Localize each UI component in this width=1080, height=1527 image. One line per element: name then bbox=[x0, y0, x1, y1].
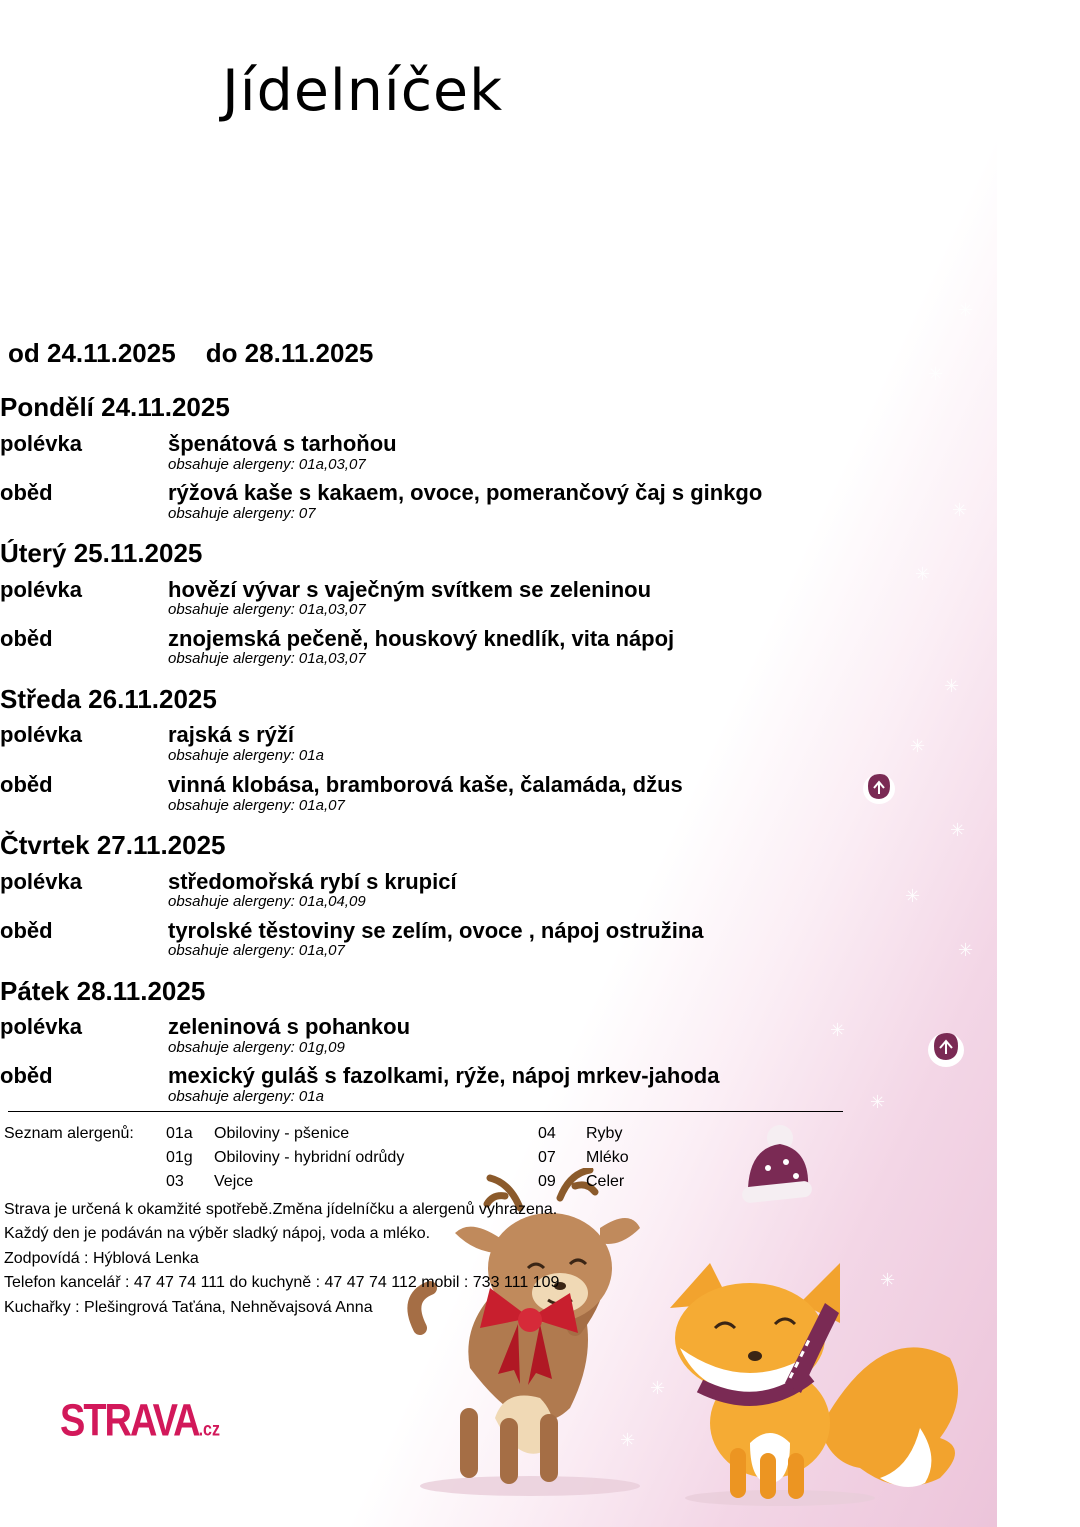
main-dish: znojemská pečeně, houskový knedlík, vita nápoj bbox=[168, 626, 675, 651]
logo-main: STRAVA bbox=[60, 1395, 199, 1447]
strava-logo bbox=[60, 1396, 220, 1448]
allergen-name: Celer bbox=[586, 1173, 625, 1190]
main-allergens: obsahuje alergeny: 01a bbox=[168, 1088, 324, 1105]
main-label: oběd bbox=[0, 480, 53, 505]
winter-hat-icon bbox=[738, 1122, 818, 1208]
soup-allergens: obsahuje alergeny: 01a,03,07 bbox=[168, 456, 366, 473]
snowflake-icon: ✳ bbox=[910, 736, 926, 756]
cooks: Kuchařky : Plešingrová Taťána, Nehněvajsová Anna bbox=[4, 1299, 373, 1316]
main-label: oběd bbox=[0, 772, 53, 797]
soup-label: polévka bbox=[0, 431, 82, 456]
day-heading: Úterý 25.11.2025 bbox=[0, 538, 203, 568]
allergen-code: 01g bbox=[166, 1149, 193, 1166]
divider bbox=[8, 1111, 843, 1112]
snowflake-icon: ✳ bbox=[958, 940, 974, 960]
main-allergens: obsahuje alergeny: 07 bbox=[168, 505, 316, 522]
soup-allergens: obsahuje alergeny: 01a,04,09 bbox=[168, 893, 366, 910]
snowflake-icon: ✳ bbox=[958, 300, 974, 320]
snowflake-icon: ✳ bbox=[950, 820, 966, 840]
main-dish: rýžová kaše s kakaem, ovoce, pomerančový čaj s ginkgo bbox=[168, 480, 763, 505]
snowflake-icon: ✳ bbox=[830, 1020, 846, 1040]
snowflake-icon: ✳ bbox=[928, 364, 944, 384]
soup-dish: špenátová s tarhoňou bbox=[168, 431, 397, 456]
soup-dish: zeleninová s pohankou bbox=[168, 1014, 411, 1039]
soup-label: polévka bbox=[0, 722, 82, 747]
page-title: Jídelníček bbox=[222, 58, 504, 124]
allergen-name: Vejce bbox=[214, 1173, 254, 1190]
mitten-icon bbox=[858, 766, 900, 808]
allergen-list-label: Seznam alergenů: bbox=[4, 1125, 134, 1142]
soup-label: polévka bbox=[0, 1014, 82, 1039]
main-allergens: obsahuje alergeny: 01a,07 bbox=[168, 942, 345, 959]
main-allergens: obsahuje alergeny: 01a,07 bbox=[168, 797, 345, 814]
snowflake-icon: ✳ bbox=[915, 564, 931, 584]
soup-dish: středomořská rybí s krupicí bbox=[168, 869, 457, 894]
main-label: oběd bbox=[0, 1063, 53, 1088]
soup-label: polévka bbox=[0, 577, 82, 602]
note-line: Strava je určená k okamžité spotřebě.Změna jídelníčku a alergenů vyhrazena. bbox=[4, 1201, 558, 1218]
day-heading: Pátek 28.11.2025 bbox=[0, 976, 206, 1006]
allergen-name: Obiloviny - pšenice bbox=[214, 1125, 350, 1142]
soup-label: polévka bbox=[0, 869, 82, 894]
allergen-code: 03 bbox=[166, 1173, 184, 1190]
allergen-code: 09 bbox=[538, 1173, 556, 1190]
allergen-code: 07 bbox=[538, 1149, 556, 1166]
snowflake-icon: ✳ bbox=[880, 1270, 896, 1290]
date-range bbox=[8, 338, 373, 369]
note-line: Každý den je podáván na výběr sladký nápoj, voda a mléko. bbox=[4, 1225, 431, 1242]
main-dish: mexický guláš s fazolkami, rýže, nápoj mrkev-jahoda bbox=[168, 1063, 720, 1088]
snowflake-icon: ✳ bbox=[952, 500, 968, 520]
allergen-code: 04 bbox=[538, 1125, 556, 1142]
day-heading: Pondělí 24.11.2025 bbox=[0, 392, 230, 422]
logo-suffix: .cz bbox=[198, 1419, 220, 1441]
snowflake-icon: ✳ bbox=[905, 886, 921, 906]
day-heading: Středa 26.11.2025 bbox=[0, 684, 217, 714]
allergen-name: Mléko bbox=[586, 1149, 629, 1166]
snowflake-icon: ✳ bbox=[620, 1430, 636, 1450]
snowflake-icon: ✳ bbox=[870, 1092, 886, 1112]
allergen-name: Obiloviny - hybridní odrůdy bbox=[214, 1149, 405, 1166]
day-heading: Čtvrtek 27.11.2025 bbox=[0, 830, 226, 860]
main-dish: vinná klobása, bramborová kaše, čalamáda, džus bbox=[168, 772, 683, 797]
allergen-name: Ryby bbox=[586, 1125, 623, 1142]
main-allergens: obsahuje alergeny: 01a,03,07 bbox=[168, 650, 366, 667]
soup-allergens: obsahuje alergeny: 01a,03,07 bbox=[168, 601, 366, 618]
date-to: do 28.11.2025 bbox=[205, 338, 374, 368]
main-label: oběd bbox=[0, 626, 53, 651]
snowflake-icon: ✳ bbox=[944, 676, 960, 696]
fox-illustration bbox=[660, 1248, 980, 1508]
soup-dish: hovězí vývar s vaječným svítkem se zeleninou bbox=[168, 577, 652, 602]
mitten-icon bbox=[922, 1024, 970, 1072]
page-edge bbox=[997, 0, 1080, 1527]
allergen-code: 01a bbox=[166, 1125, 193, 1142]
main-dish: tyrolské těstoviny se zelím, ovoce , nápoj ostružina bbox=[168, 918, 704, 943]
responsible-person: Zodpovídá : Hýblová Lenka bbox=[4, 1250, 199, 1267]
main-label: oběd bbox=[0, 918, 53, 943]
soup-allergens: obsahuje alergeny: 01g,09 bbox=[168, 1039, 345, 1056]
contact-phones: Telefon kancelář : 47 47 74 111 do kuchyně : 47 47 74 112 mobil : 733 111 109 bbox=[4, 1274, 560, 1291]
soup-dish: rajská s rýží bbox=[168, 722, 294, 747]
date-from: od 24.11.2025 bbox=[8, 338, 176, 368]
soup-allergens: obsahuje alergeny: 01a bbox=[168, 747, 324, 764]
snowflake-icon: ✳ bbox=[650, 1378, 666, 1398]
